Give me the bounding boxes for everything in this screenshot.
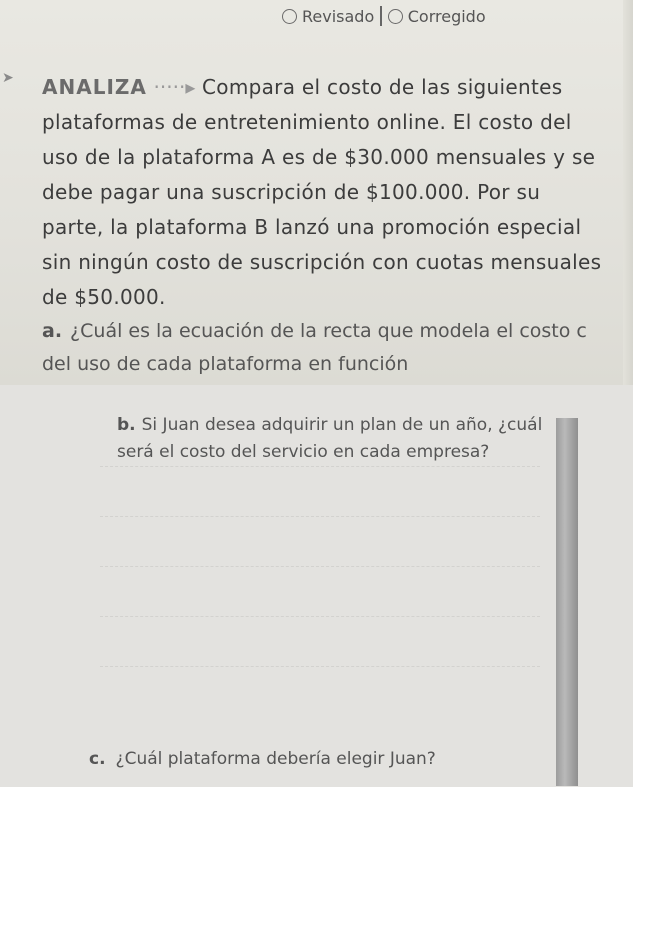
question-a	[42, 315, 612, 381]
reviewed-label: Revisado	[302, 6, 375, 26]
activity-tag: ANALIZA	[42, 75, 147, 99]
status-separator	[380, 6, 382, 26]
question-b-label: b.	[117, 415, 136, 435]
review-status-row	[282, 6, 486, 26]
question-b	[117, 412, 557, 466]
question-b-text: Si Juan desea adquirir un plan de un año, ¿cuál será el costo del servicio en cada empresa?	[117, 415, 543, 462]
activity-arrow: ·····▸	[153, 75, 196, 99]
page-edge	[623, 0, 633, 385]
question-c	[89, 746, 529, 773]
question-c-text: ¿Cuál plataforma debería elegir Juan?	[115, 749, 436, 769]
book-spine	[556, 418, 578, 786]
question-a-text: ¿Cuál es la ecuación de la recta que modela el costo c del uso de cada plataforma en función	[42, 320, 587, 375]
answer-line	[100, 666, 540, 668]
answer-line	[100, 566, 540, 568]
activity-statement: Compara el costo de las siguientes plataformas de entretenimiento online. El costo del uso de la plataforma A es de $30.000 mensuales y se debe pagar una suscripción de $100.000. Por su parte, la plataforma B lanzó una promoción especial sin ningún costo de suscripción con cuotas mensuales de $50.000.	[42, 75, 602, 309]
answer-line	[100, 616, 540, 618]
answer-line	[100, 516, 540, 518]
upper-page-photo	[0, 0, 633, 385]
answer-area[interactable]	[100, 466, 540, 716]
activity-paragraph	[42, 70, 602, 315]
corrected-checkbox[interactable]	[388, 9, 403, 24]
corrected-label: Corregido	[407, 6, 486, 26]
answer-line	[100, 466, 540, 468]
question-c-label: c.	[89, 749, 106, 769]
margin-arrow-icon: ➤	[2, 70, 14, 86]
question-a-label: a.	[42, 320, 63, 342]
reviewed-checkbox[interactable]	[282, 9, 297, 24]
